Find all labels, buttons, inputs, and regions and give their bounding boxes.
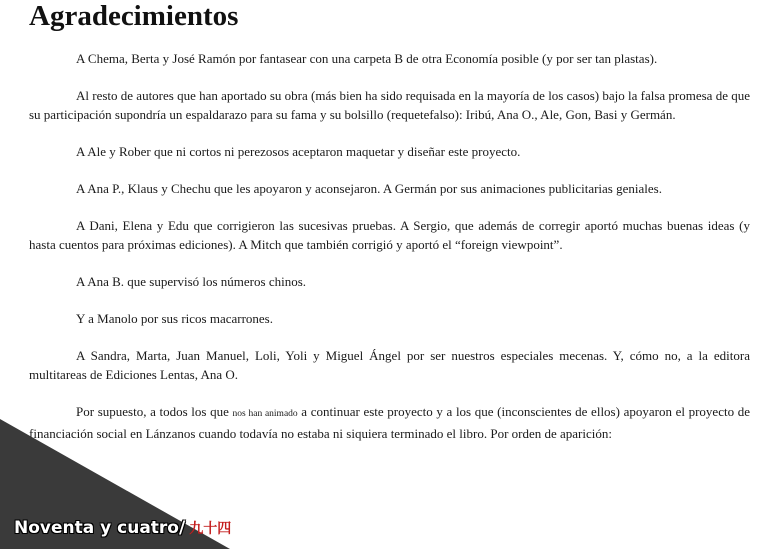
paragraph-4: A Ana P., Klaus y Chechu que les apoyaron y aconsejaron. A Germán por sus animaciones publicitarias geniales. (76, 181, 662, 196)
paragraph-9-start: Por supuesto, a todos los que (76, 404, 233, 419)
paragraph-3: A Ale y Rober que ni cortos ni perezosos aceptaron maquetar y diseñar este proyecto. (76, 144, 521, 159)
paragraph-7: Y a Manolo por sus ricos macarrones. (76, 311, 273, 326)
page-footer (14, 518, 231, 538)
acknowledgements-body (29, 49, 750, 461)
paragraph-9-end: a continuar este proyecto y a los que (inconscientes de ellos) apoyaron el proyecto de financiación social en Lánzanos cuando todavía no estaba ni siquiera terminado el libro. Por orden de aparición: (29, 404, 750, 441)
paragraph-5: A Dani, Elena y Edu que corrigieron las sucesivas pruebas. A Sergio, que además de corregir aportó muchas buenas ideas (y hasta cuentos para próximas ediciones). A Mitch que también corrigió y aportó el “foreign viewpoint”. (29, 218, 750, 252)
page-number-label: Noventa y cuatro (14, 518, 179, 538)
paragraph-8: A Sandra, Marta, Juan Manuel, Loli, Yoli y Miguel Ángel por ser nuestros especiales mecenas. Y, cómo no, a la editora multitareas de Ediciones Lentas, Ana O. (29, 348, 750, 382)
paragraph-1: A Chema, Berta y José Ramón por fantasear con una carpeta B de otra Economía posible (y por ser tan plastas). (76, 51, 658, 66)
paragraph-9-small-run: nos han animado (232, 409, 298, 419)
page-number-chinese: 九十四 (189, 521, 232, 537)
paragraph-6: A Ana B. que supervisó los números chinos. (76, 274, 307, 289)
page-number-separator: / (178, 518, 186, 538)
page-title: Agradecimientos (29, 0, 239, 32)
paragraph-2: Al resto de autores que han aportado su obra (más bien ha sido requisada en la mayoría de los casos) bajo la falsa promesa de que su participación supondría un espaldarazo para su fama y su bolsillo (requetefalso): Iribú, Ana O., Ale, Gon, Basi y Germán. (29, 88, 750, 122)
